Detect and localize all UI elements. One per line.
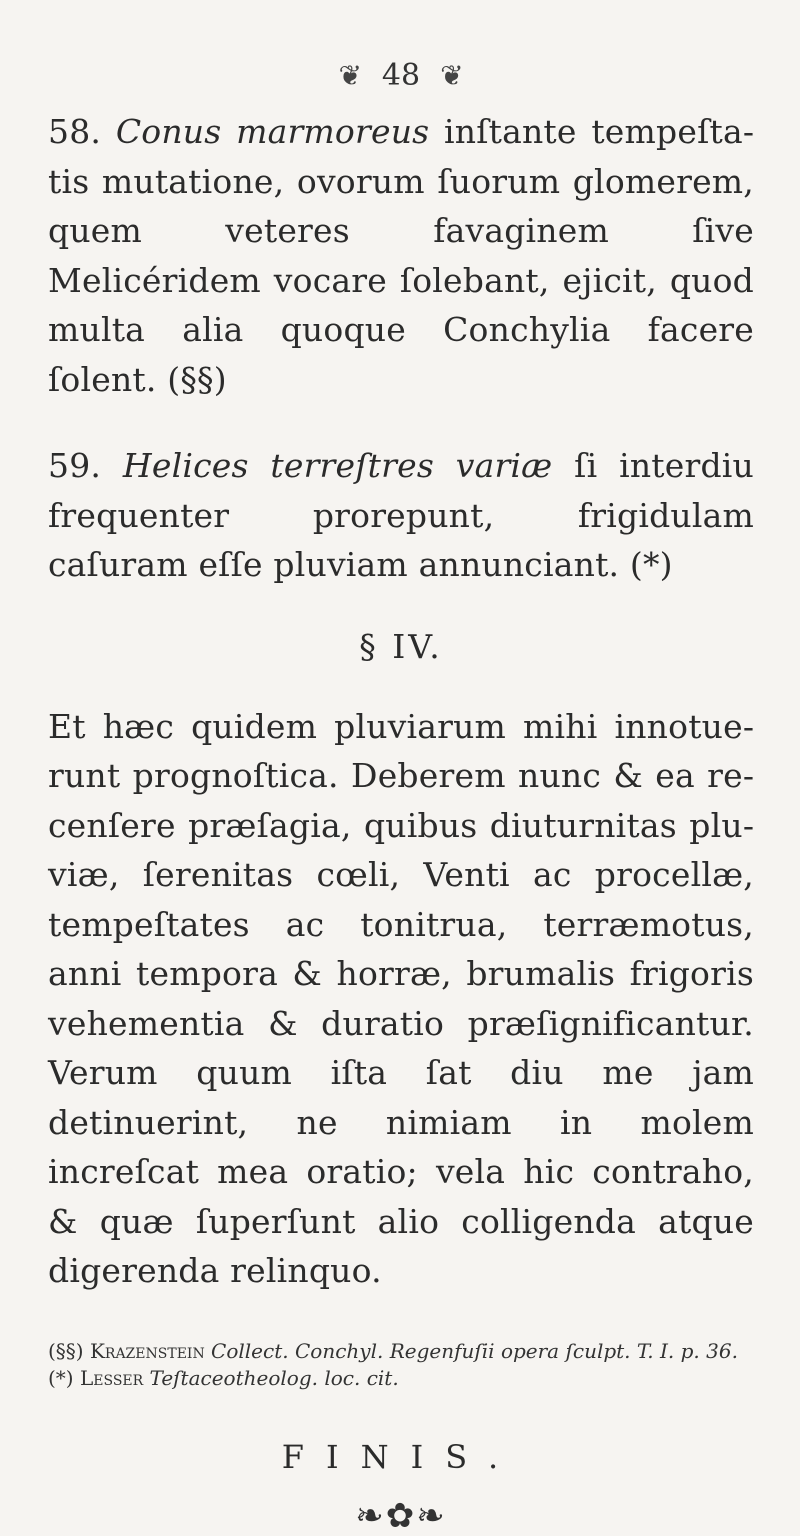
tailpiece-ornament-icon: ❧✿❧ xyxy=(355,1495,447,1536)
paragraph-58 xyxy=(48,107,754,404)
footnote-1-mark: (§§) xyxy=(48,1338,84,1363)
footnote-2-author: Lesser xyxy=(79,1365,144,1390)
ornament-right-icon: ❦ xyxy=(440,59,464,92)
finis: FINIS. xyxy=(281,1437,521,1476)
footnote-1-author: Krazenstein xyxy=(89,1338,205,1363)
para-58-species: Conus marmoreus xyxy=(115,112,430,151)
page xyxy=(48,58,754,1536)
page-number: 48 xyxy=(381,58,421,93)
main-paragraph: Et hæc quidem pluviarum mihi innotuerunt prognoſtica. Deberem nunc & ea recenſere præſagia, quibus diuturnitas pluviæ, ſerenitas cœli, Venti ac procellæ, tempeſtates ac tonitrua, terræmotus, anni tempora & horræ, brumalis frigoris vehementia & duratio præſignificantur. Verum quum iſta ſat diu me jam detinuerint, ne nimiam in molem increſcat mea oratio; vela hic contraho, & quæ ſuperſunt alio colligenda atque digerenda relinquo. xyxy=(48,706,754,1290)
page-header xyxy=(48,58,754,93)
footnote-1-work: Collect. Conchyl. Regenfuſii opera ſculpt. T. I. p. 36. xyxy=(211,1338,738,1363)
footnotes xyxy=(48,1338,754,1392)
para-59-species: Helices terreſtres variæ xyxy=(122,446,553,485)
footnote-2-mark: (*) xyxy=(48,1365,74,1390)
para-58-number: 58. xyxy=(48,112,102,151)
para-59-number: 59. xyxy=(48,446,102,485)
paragraph-59 xyxy=(48,441,754,590)
section-heading: § IV. xyxy=(359,626,443,666)
ornament-left-icon: ❦ xyxy=(338,59,362,92)
para-59-text: ſi interdiu frequenter prorepunt, frigidulam caſuram eſſe pluviam annunciant. (*) xyxy=(48,446,754,584)
footnote-2-work: Teſtaceotheolog. loc. cit. xyxy=(149,1365,399,1390)
para-58-text: inſtante tempeſtatis mutatione, ovorum ſuorum glomerem, quem veteres favaginem ſive Melicéridem vocare ſolebant, ejicit, quod multa alia quoque Conchylia facere ſolent. (§§) xyxy=(48,112,754,399)
